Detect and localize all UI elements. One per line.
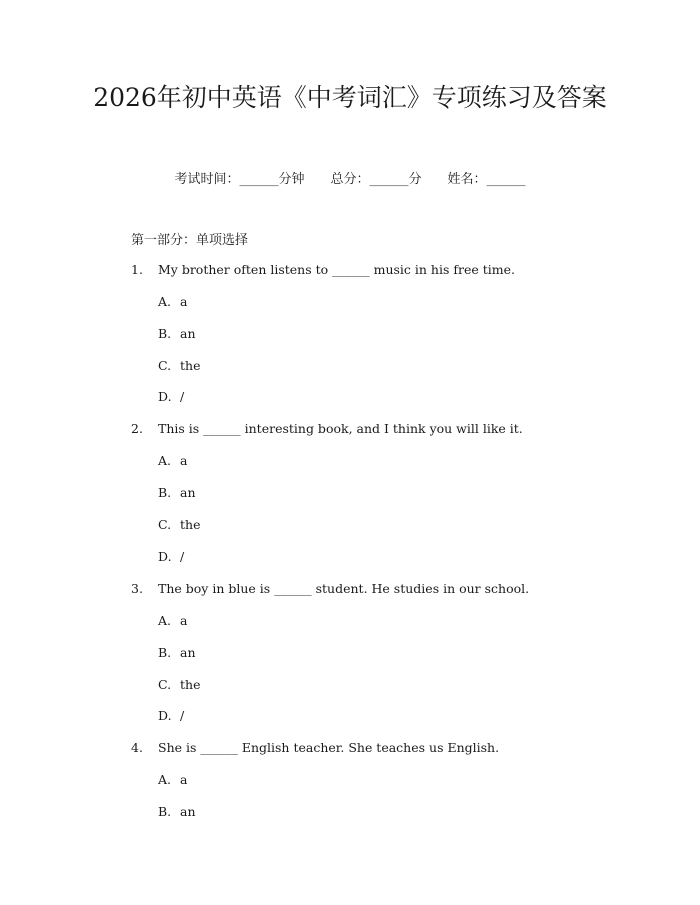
question-text: The boy in blue is ______ student. He studies in our school. bbox=[158, 581, 530, 596]
option-letter: D. bbox=[158, 549, 172, 564]
option-letter: A. bbox=[158, 294, 172, 309]
option-text: the bbox=[180, 517, 201, 532]
question-number: 1. bbox=[131, 262, 143, 277]
option-text: an bbox=[180, 645, 196, 660]
option-text: a bbox=[180, 453, 188, 468]
exam-score: 总分：______分 bbox=[330, 172, 422, 187]
question-number: 4. bbox=[131, 740, 143, 755]
exam-name: 姓名：______ bbox=[447, 172, 526, 187]
question-text: She is ______ English teacher. She teaches us English. bbox=[158, 740, 500, 755]
option-letter: A. bbox=[158, 453, 172, 468]
option-letter: D. bbox=[158, 708, 172, 723]
option-letter: A. bbox=[158, 772, 172, 787]
section-title: 第一部分：单项选择 bbox=[131, 233, 249, 248]
option-text: / bbox=[180, 389, 185, 404]
option-1a bbox=[158, 294, 187, 309]
option-letter: C. bbox=[158, 677, 172, 692]
option-2b bbox=[158, 485, 196, 500]
option-text: a bbox=[180, 613, 188, 628]
option-2c bbox=[158, 517, 200, 532]
option-2d bbox=[158, 549, 184, 564]
option-letter: A. bbox=[158, 613, 172, 628]
option-text: / bbox=[180, 549, 185, 564]
option-3d bbox=[158, 708, 184, 723]
question-text: This is ______ interesting book, and I think you will like it. bbox=[158, 421, 523, 436]
question-1 bbox=[131, 262, 515, 277]
option-letter: C. bbox=[158, 358, 172, 373]
option-letter: C. bbox=[158, 517, 172, 532]
option-text: a bbox=[180, 772, 188, 787]
exam-time: 考试时间：______分钟 bbox=[174, 172, 305, 187]
option-letter: B. bbox=[158, 645, 172, 660]
option-4a bbox=[158, 772, 187, 787]
option-letter: B. bbox=[158, 485, 172, 500]
question-4 bbox=[131, 740, 499, 755]
option-4b bbox=[158, 804, 196, 819]
document-title: 2026年初中英语《中考词汇》专项练习及答案 bbox=[93, 83, 607, 112]
option-text: a bbox=[180, 294, 188, 309]
option-3c bbox=[158, 677, 200, 692]
option-3a bbox=[158, 613, 187, 628]
option-text: the bbox=[180, 358, 201, 373]
option-letter: D. bbox=[158, 389, 172, 404]
option-text: an bbox=[180, 804, 196, 819]
option-letter: B. bbox=[158, 326, 172, 341]
option-text: the bbox=[180, 677, 201, 692]
option-2a bbox=[158, 453, 187, 468]
question-number: 2. bbox=[131, 421, 143, 436]
option-letter: B. bbox=[158, 804, 172, 819]
question-3 bbox=[131, 581, 529, 596]
question-2 bbox=[131, 421, 523, 436]
option-text: / bbox=[180, 708, 185, 723]
question-text: My brother often listens to ______ music in his free time. bbox=[158, 262, 515, 277]
option-1c bbox=[158, 358, 200, 373]
option-text: an bbox=[180, 326, 196, 341]
option-3b bbox=[158, 645, 196, 660]
exam-info bbox=[0, 168, 700, 187]
option-1d bbox=[158, 389, 184, 404]
option-1b bbox=[158, 326, 196, 341]
option-text: an bbox=[180, 485, 196, 500]
question-number: 3. bbox=[131, 581, 143, 596]
